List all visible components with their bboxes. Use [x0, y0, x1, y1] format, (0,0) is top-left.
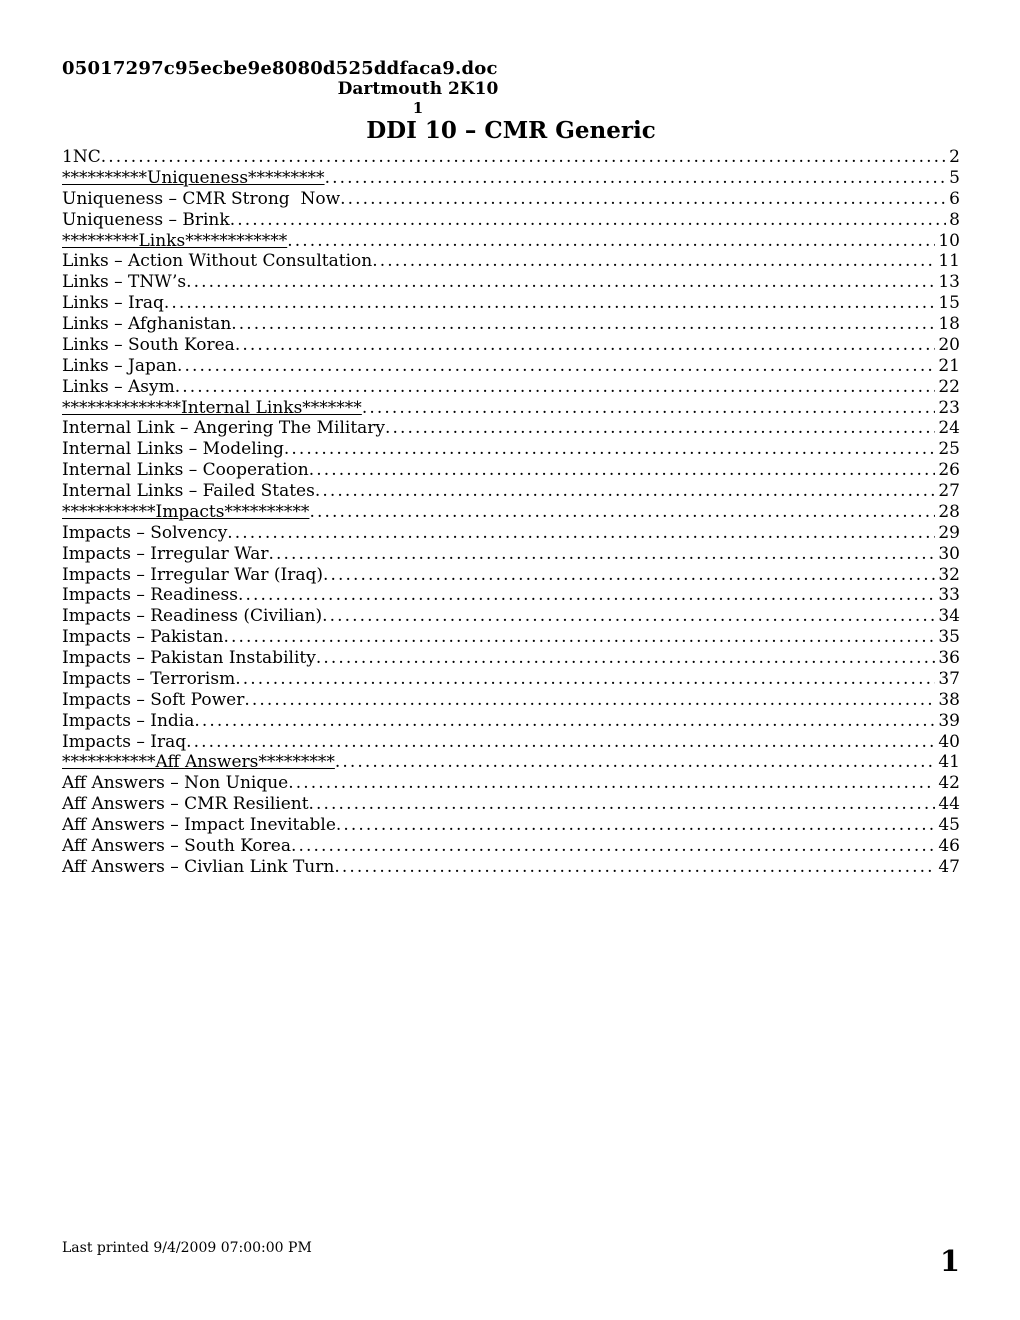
toc-entry-page-number: 37 [938, 668, 960, 689]
toc-dot-leader [194, 711, 935, 732]
toc-entry-label[interactable]: Internal Link – Angering The Military [62, 418, 386, 439]
toc-entry-label[interactable]: Links – TNW’s [62, 272, 187, 293]
toc-entry[interactable] [62, 272, 960, 293]
toc-entry[interactable] [62, 794, 960, 815]
toc-entry-label[interactable]: Links – Afghanistan [62, 314, 232, 334]
toc-entry-page-number: 41 [938, 752, 960, 773]
toc-entry[interactable] [62, 398, 960, 419]
toc-entry-page-number: 42 [938, 773, 960, 794]
toc-dot-leader [227, 523, 935, 544]
toc-dot-leader [316, 648, 936, 669]
toc-entry-label[interactable]: Impacts – Readiness [62, 585, 239, 606]
toc-dot-leader [322, 606, 935, 627]
toc-dot-leader [223, 627, 935, 648]
toc-entry-page-number: 26 [938, 460, 960, 481]
toc-entry-label[interactable]: Impacts – Solvency [62, 522, 228, 543]
toc-dot-leader [238, 585, 935, 606]
toc-dot-leader [268, 544, 935, 565]
toc-entry[interactable] [62, 669, 960, 690]
toc-entry-page-number: 22 [938, 376, 960, 397]
toc-entry-label[interactable]: Aff Answers – CMR Resilient [62, 794, 309, 815]
toc-entry[interactable] [62, 585, 960, 606]
toc-entry-label[interactable]: Aff Answers – Non Unique [62, 773, 289, 794]
toc-entry-page-number: 33 [938, 585, 960, 606]
toc-dot-leader [362, 398, 936, 419]
toc-entry-label[interactable]: Impacts – Irregular War [62, 543, 269, 564]
toc-entry[interactable] [62, 815, 960, 836]
toc-entry-page-number: 35 [938, 627, 960, 648]
toc-entry[interactable] [62, 481, 960, 502]
toc-entry[interactable] [62, 314, 960, 335]
toc-entry-page-number: 38 [938, 689, 960, 710]
toc-entry-page-number: 24 [938, 418, 960, 439]
toc-entry[interactable] [62, 231, 960, 252]
toc-entry-page-number: 8 [949, 209, 960, 230]
toc-dot-leader [287, 231, 935, 252]
toc-entry-label[interactable]: ***********Aff Answers********* [62, 752, 335, 773]
toc-dot-leader [340, 189, 946, 210]
toc-entry-label[interactable]: Links – Action Without Consultation [62, 251, 373, 272]
toc-entry-label[interactable]: Aff Answers – Impact Inevitable [62, 815, 336, 835]
toc-dot-leader [231, 314, 935, 335]
toc-entry[interactable] [62, 836, 960, 857]
toc-entry-page-number: 27 [938, 481, 960, 501]
toc-entry[interactable] [62, 460, 960, 481]
toc-entry[interactable] [62, 356, 960, 377]
toc-dot-leader [284, 439, 935, 460]
toc-entry-label[interactable]: Impacts – Pakistan [62, 627, 224, 648]
toc-entry-page-number: 18 [938, 314, 960, 334]
toc-entry-label[interactable]: Links – Iraq [62, 293, 164, 314]
toc-entry-label[interactable]: ***********Impacts********** [62, 501, 310, 522]
toc-entry-label[interactable]: Internal Links – Modeling [62, 439, 284, 460]
header-camp-line: Dartmouth 2K10 [337, 79, 499, 99]
toc-dot-leader [186, 732, 935, 753]
toc-entry[interactable] [62, 732, 960, 753]
toc-dot-leader [323, 565, 935, 586]
toc-entry-label[interactable]: Impacts – India [62, 710, 195, 731]
toc-entry-label[interactable]: Uniqueness – CMR Strong Now [62, 188, 341, 209]
toc-entry-page-number: 34 [938, 606, 960, 627]
toc-dot-leader [335, 752, 935, 773]
toc-entry-label[interactable]: Impacts – Irregular War (Iraq) [62, 564, 323, 585]
toc-entry-page-number: 5 [949, 167, 960, 188]
toc-entry[interactable] [62, 690, 960, 711]
toc-entry[interactable] [62, 857, 960, 878]
toc-entry[interactable] [62, 544, 960, 565]
toc-entry[interactable] [62, 439, 960, 460]
toc-entry-page-number: 32 [938, 564, 960, 585]
toc-entry-page-number: 2 [949, 147, 960, 167]
toc-entry-page-number: 21 [938, 355, 960, 376]
toc-entry-label[interactable]: Aff Answers – South Korea [62, 835, 291, 856]
header-page-marker: 1 [412, 99, 424, 117]
toc-entry-label[interactable]: Internal Links – Failed States [62, 481, 315, 501]
toc-entry-label[interactable]: *********Links************ [62, 230, 288, 251]
toc-entry-page-number: 46 [938, 835, 960, 856]
toc-entry-label[interactable]: Aff Answers – Civlian Link Turn [62, 856, 335, 877]
toc-dot-leader [334, 857, 935, 878]
toc-entry-page-number: 29 [938, 522, 960, 543]
toc-entry-label[interactable]: **********Uniqueness********* [62, 167, 325, 188]
document-header [0, 0, 1020, 117]
toc-dot-leader [230, 210, 946, 231]
toc-entry-page-number: 15 [938, 293, 960, 314]
toc-dot-leader [385, 418, 935, 439]
toc-dot-leader [309, 460, 936, 481]
footer-page-number: 1 [939, 1244, 960, 1278]
toc-dot-leader [372, 251, 935, 272]
toc-dot-leader [177, 356, 935, 377]
toc-entry-page-number: 45 [938, 815, 960, 835]
header-filename: 05017297c95ecbe9e8080d525ddfaca9.doc [62, 58, 498, 79]
toc-dot-leader [336, 815, 935, 836]
toc-entry-label[interactable]: Links – Japan [62, 355, 177, 376]
toc-entry[interactable] [62, 752, 960, 773]
toc-dot-leader [291, 836, 935, 857]
toc-entry-page-number: 36 [938, 648, 960, 668]
toc-entry[interactable] [62, 147, 960, 168]
toc-entry-label[interactable]: Impacts – Iraq [62, 731, 187, 752]
toc-dot-leader [235, 669, 935, 690]
toc-entry[interactable] [62, 335, 960, 356]
toc-dot-leader [235, 335, 936, 356]
toc-entry-page-number: 47 [938, 856, 960, 877]
toc-entry[interactable] [62, 377, 960, 398]
toc-entry[interactable] [62, 523, 960, 544]
toc-entry-page-number: 6 [949, 188, 960, 209]
toc-dot-leader [175, 377, 936, 398]
toc-entry[interactable] [62, 502, 960, 523]
toc-entry[interactable] [62, 627, 960, 648]
toc-dot-leader [164, 293, 935, 314]
toc-entry-page-number: 44 [938, 794, 960, 815]
toc-entry-label[interactable]: Impacts – Soft Power [62, 689, 245, 710]
toc-entry-page-number: 23 [938, 397, 960, 418]
toc-entry[interactable] [62, 711, 960, 732]
toc-entry[interactable] [62, 565, 960, 586]
toc-dot-leader [244, 690, 935, 711]
toc-entry-page-number: 25 [938, 439, 960, 460]
toc-entry-label[interactable]: Impacts – Pakistan Instability [62, 648, 316, 668]
toc-dot-leader [309, 794, 936, 815]
toc-entry[interactable] [62, 293, 960, 314]
toc-entry-label[interactable]: Internal Links – Cooperation [62, 460, 309, 481]
toc-entry-label[interactable]: **************Internal Links******* [62, 397, 362, 418]
toc-entry-label[interactable]: Impacts – Terrorism [62, 668, 236, 689]
toc-entry[interactable] [62, 210, 960, 231]
toc-entry-page-number: 11 [938, 251, 960, 272]
toc-entry[interactable] [62, 189, 960, 210]
toc-dot-leader [186, 272, 935, 293]
toc-entry[interactable] [62, 606, 960, 627]
toc-entry-label[interactable]: Links – South Korea [62, 334, 235, 355]
toc-entry[interactable] [62, 251, 960, 272]
toc-entry-label[interactable]: Impacts – Readiness (Civilian) [62, 606, 323, 627]
toc-list [62, 147, 960, 878]
footer-last-printed: Last printed 9/4/2009 07:00:00 PM [62, 1240, 312, 1256]
toc-entry-page-number: 13 [938, 272, 960, 293]
toc-entry-page-number: 40 [938, 731, 960, 752]
toc-entry-label[interactable]: 1NC [62, 147, 101, 167]
toc-entry-page-number: 20 [938, 334, 960, 355]
toc-entry-page-number: 39 [938, 710, 960, 731]
toc-dot-leader [315, 481, 936, 502]
toc-entry[interactable] [62, 648, 960, 669]
toc-entry-page-number: 28 [938, 501, 960, 522]
toc-dot-leader [288, 773, 935, 794]
toc-entry[interactable] [62, 773, 960, 794]
toc-entry-page-number: 10 [938, 230, 960, 251]
toc-dot-leader [101, 147, 946, 168]
toc-entry[interactable] [62, 168, 960, 189]
toc-dot-leader [325, 168, 947, 189]
toc-entry-label[interactable]: Links – Asym [62, 376, 175, 397]
toc-entry-page-number: 30 [938, 543, 960, 564]
toc-entry[interactable] [62, 418, 960, 439]
document-title: DDI 10 – CMR Generic [366, 117, 656, 144]
toc-entry-label[interactable]: Uniqueness – Brink [62, 209, 230, 230]
toc-dot-leader [309, 502, 935, 523]
